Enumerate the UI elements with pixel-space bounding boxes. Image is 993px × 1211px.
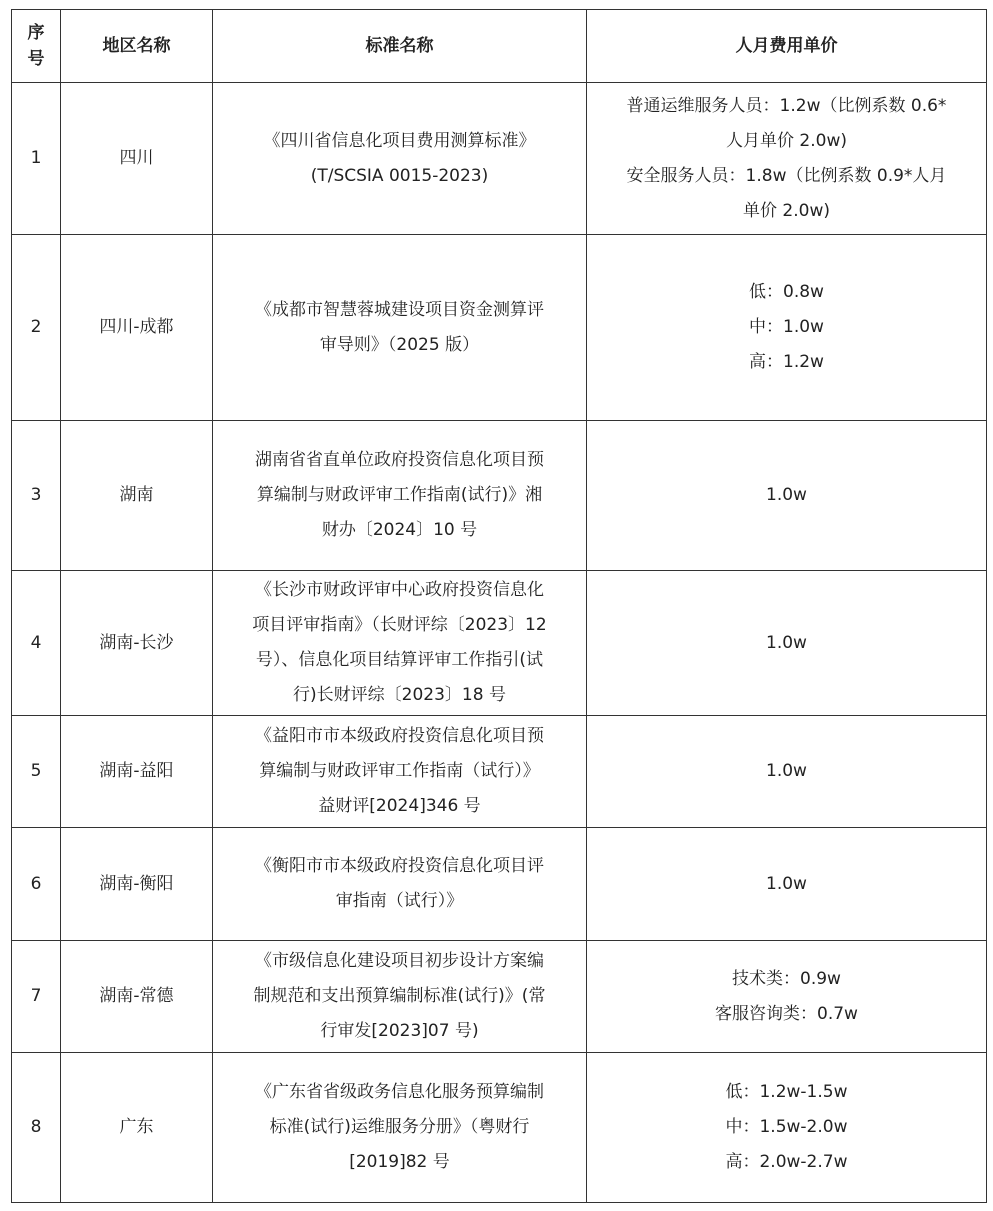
cell-no: 7 [12,941,61,1053]
standard-line: 审导则》（2025 版） [319,334,480,355]
price-line: 高：1.2w [749,352,824,372]
price-line: 客服咨询类：0.7w [715,1003,858,1024]
price-line: 1.0w [766,761,807,781]
price-line: 低：0.8w [749,282,824,302]
cell-price [587,421,987,571]
cell-no: 6 [12,828,61,941]
standard-line: 《成都市智慧蓉城建设项目资金测算评 [255,299,544,320]
cell-price [587,941,987,1053]
cell-no: 1 [12,83,61,235]
cell-region: 湖南-衡阳 [61,828,213,941]
header-region: 地区名称 [61,10,213,83]
cell-standard [213,235,587,421]
cell-price [587,1053,987,1203]
price-line: 高：2.0w-2.7w [725,1152,848,1172]
cell-region: 湖南-长沙 [61,571,213,716]
standard-line: 《益阳市市本级政府投资信息化项目预 [255,726,544,746]
header-price: 人月费用单价 [587,10,987,83]
cell-region: 四川-成都 [61,235,213,421]
cell-no: 4 [12,571,61,716]
standard-line: 制规范和支出预算编制标准(试行)》(常 [253,986,546,1006]
header-no: 序 号 [12,10,61,83]
standard-line: (T/SCSIA 0015-2023) [310,165,489,186]
cell-standard [213,941,587,1053]
table-row [12,235,987,421]
cell-standard [213,83,587,235]
standard-line: 财办〔2024〕10 号 [321,520,478,540]
header-row [12,10,987,83]
cell-no: 2 [12,235,61,421]
cell-price [587,571,987,716]
price-line: 1.0w [766,485,807,505]
standard-line: 项目评审指南》（长财评综〔2023〕12 [252,615,547,635]
price-line: 人月单价 2.0w) [726,130,847,151]
price-line: 普通运维服务人员：1.2w（比例系数 0.6* [626,95,947,116]
price-line: 1.0w [766,873,807,894]
cell-region: 广东 [61,1053,213,1203]
cell-standard [213,716,587,828]
cell-region: 湖南 [61,421,213,571]
cell-no: 5 [12,716,61,828]
price-line: 技术类：0.9w [732,968,841,989]
table-row [12,716,987,828]
header-standard: 标准名称 [213,10,587,83]
standard-line: 《市级信息化建设项目初步设计方案编 [255,951,544,971]
standard-line: 《长沙市财政评审中心政府投资信息化 [255,580,544,600]
standard-line: 《广东省省级政务信息化服务预算编制 [255,1082,544,1102]
cell-standard [213,421,587,571]
table-row [12,1053,987,1203]
cell-price [587,83,987,235]
cost-standard-table [11,9,987,1203]
standard-line: 算编制与财政评审工作指南（试行）》 [259,761,540,781]
standard-line: 标准(试行)运维服务分册》（粤财行 [269,1117,530,1137]
cell-region: 四川 [61,83,213,235]
cell-standard [213,828,587,941]
table-row [12,571,987,716]
cell-no: 8 [12,1053,61,1203]
table-row [12,421,987,571]
cell-standard [213,1053,587,1203]
cell-region: 湖南-益阳 [61,716,213,828]
table-row [12,941,987,1053]
price-line: 1.0w [766,632,807,653]
cell-region: 湖南-常德 [61,941,213,1053]
price-line: 单价 2.0w) [743,200,830,221]
price-line: 低：1.2w-1.5w [725,1082,848,1102]
standard-line: 审指南（试行）》 [335,891,464,911]
standard-line: 益财评[2024]346 号 [318,796,481,816]
standard-line: 行审发[2023]07 号) [320,1021,479,1041]
standard-line: 行)长财评综〔2023〕18 号 [293,685,506,705]
standard-line: [2019]82 号 [349,1152,450,1172]
cell-price [587,716,987,828]
table-row [12,828,987,941]
standard-line: 湖南省省直单位政府投资信息化项目预 [255,450,544,470]
table-body [12,83,987,1203]
cell-no: 3 [12,421,61,571]
standard-line: 算编制与财政评审工作指南(试行)》湘 [256,485,543,505]
cell-price [587,235,987,421]
cell-price [587,828,987,941]
price-line: 安全服务人员：1.8w（比例系数 0.9*人月 [626,165,947,186]
cell-standard [213,571,587,716]
standard-line: 号）、信息化项目结算评审工作指引(试 [255,650,544,670]
cost-standard-table-container [11,9,987,1203]
table-row [12,83,987,235]
price-line: 中：1.0w [749,317,824,337]
standard-line: 《四川省信息化项目费用测算标准》 [263,130,536,151]
standard-line: 《衡阳市市本级政府投资信息化项目评 [255,856,544,876]
price-line: 中：1.5w-2.0w [725,1117,848,1137]
